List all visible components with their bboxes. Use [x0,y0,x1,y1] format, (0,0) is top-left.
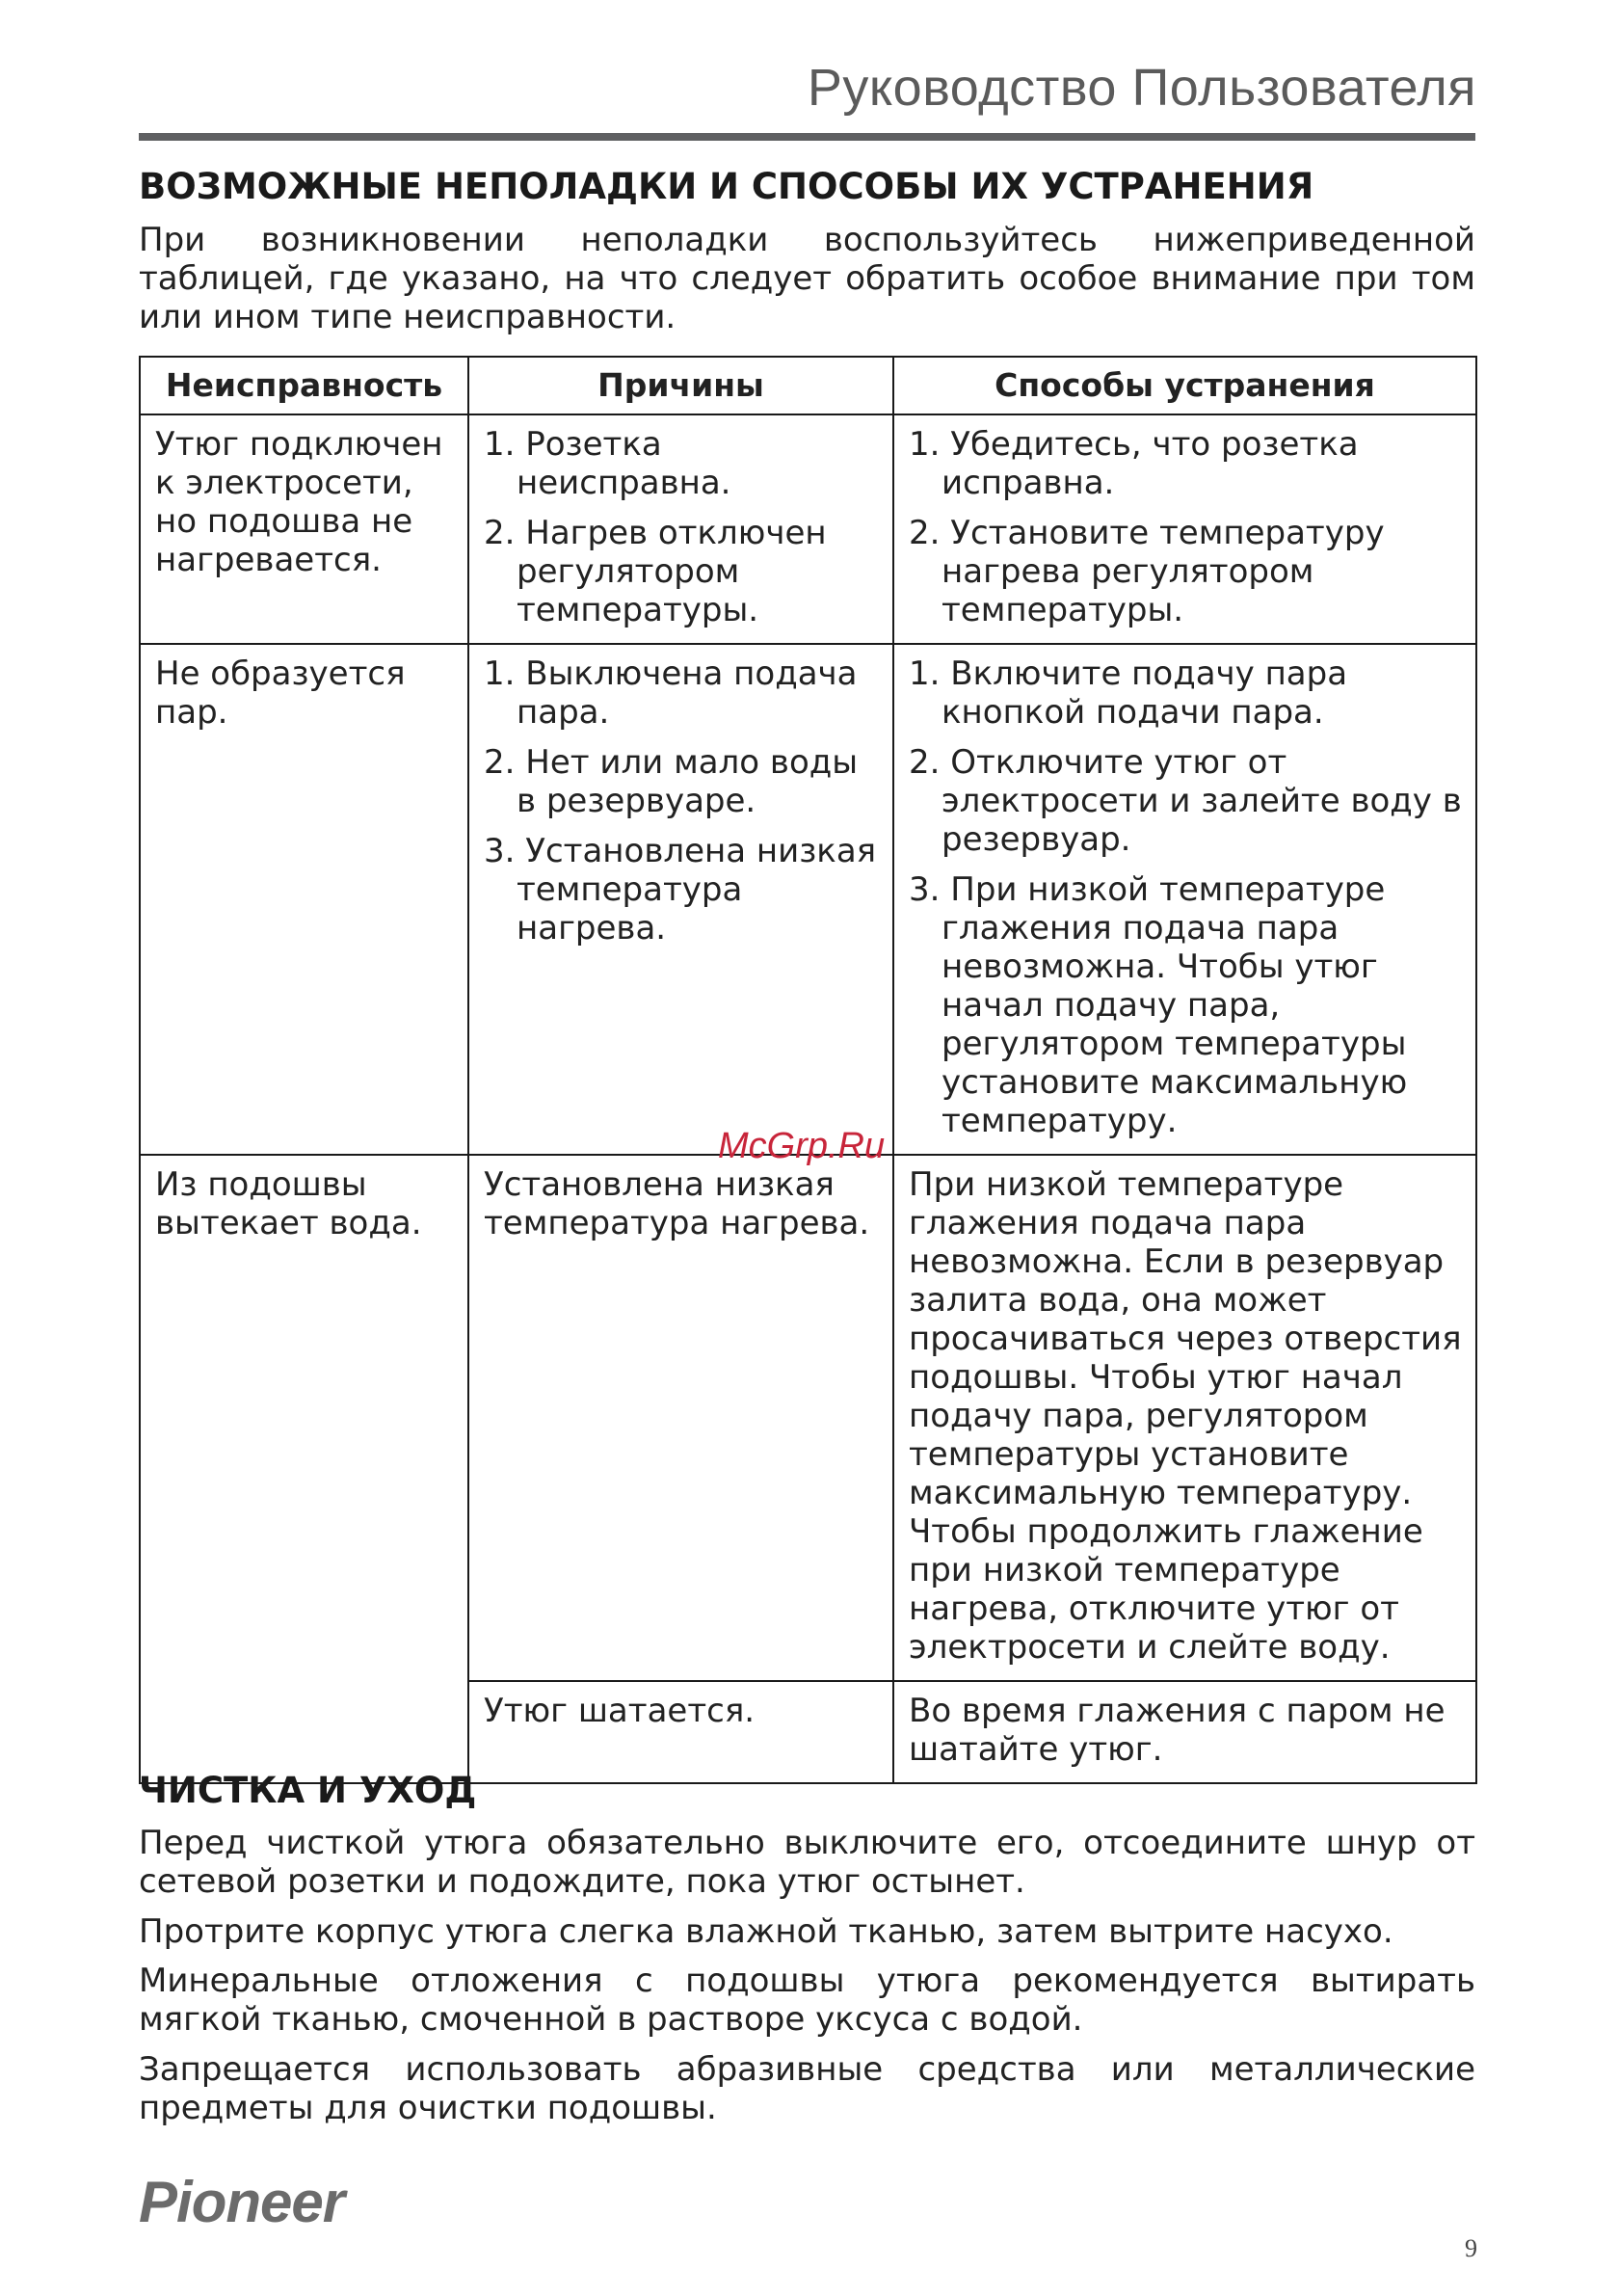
troubleshooting-table [139,356,1477,1784]
fault-cell [140,644,468,1155]
causes-cell [468,1681,893,1783]
solutions-list [909,654,1462,1140]
column-header-fault: Неисправность [140,357,468,414]
list-item: 1. Убедитесь, что розетка исправна. [909,425,1359,502]
list-item: 1. Выключена подача пара. [484,654,858,732]
causes-list [484,425,879,629]
table-row [140,414,1476,644]
cleaning-heading: ЧИСТКА И УХОД [139,1770,477,1811]
list-item: 2. Нагрев отключен регулятором температуры. [484,514,827,629]
fault-text: Из подошвы вытекает вода. [155,1165,422,1242]
solutions-list [909,425,1462,629]
list-item: 2. Нет или мало воды в резервуаре. [484,743,859,820]
cause-text: Установлена низкая температура нагрева. [484,1165,870,1242]
solutions-cell [893,414,1476,644]
cleaning-paragraph: Запрещается использовать абразивные средства или металлические предметы для очистки подошвы. [139,2050,1475,2127]
cause-text: Утюг шатается. [484,1692,756,1730]
troubleshooting-intro: При возникновении неполадки воспользуйтесь нижеприведенной таблицей, где указано, на что следует обратить особое внимание при том или ином типе неисправности. [139,221,1475,336]
causes-cell [468,1155,893,1681]
header-divider [139,133,1475,141]
causes-list [484,654,879,948]
fault-cell [140,414,468,644]
fault-text: Не образуется пар. [155,654,406,732]
table-row [140,644,1476,1155]
cleaning-paragraph: Перед чисткой утюга обязательно выключите его, отсоедините шнур от сетевой розетки и подождите, пока утюг остынет. [139,1824,1475,1901]
list-item: 1. Розетка неисправна. [484,425,731,502]
fault-text: Утюг подключен к электросети, но подошва не нагревается. [155,425,443,579]
page-number: 9 [1465,2234,1477,2262]
solutions-cell [893,1681,1476,1783]
cleaning-paragraph: Минеральные отложения с подошвы утюга рекомендуется вытирать мягкой тканью, смоченной в растворе уксуса с водой. [139,1962,1475,2039]
list-item: 2. Отключите утюг от электросети и залейте воду в резервуар. [909,743,1462,859]
troubleshooting-heading: ВОЗМОЖНЫЕ НЕПОЛАДКИ И СПОСОБЫ ИХ УСТРАНЕНИЯ [139,166,1314,207]
list-item: 3. Установлена низкая температура нагрева. [484,832,877,948]
solution-text: Во время глажения с паром не шатайте утюг. [909,1692,1446,1769]
fault-cell [140,1155,468,1783]
cleaning-paragraph: Протрите корпус утюга слегка влажной тканью, затем вытрите насухо. [139,1912,1393,1951]
list-item: 3. При низкой температуре глажения подача пара невозможна. Чтобы утюг начал подачу пара, регулятором температуры установите максимальную температуру. [909,870,1408,1140]
causes-cell [468,414,893,644]
watermark-text: McGrp.Ru [718,1126,886,1166]
document-header-title: Руководство Пользователя [807,59,1476,117]
causes-cell [468,644,893,1155]
pioneer-logo: Pioneer [139,2170,345,2234]
table-row [140,1155,1476,1681]
list-item: 2. Установите температуру нагрева регулятором температуры. [909,514,1385,629]
column-header-solutions: Способы устранения [893,357,1476,414]
list-item: 1. Включите подачу пара кнопкой подачи пара. [909,654,1348,732]
solution-text: При низкой температуре глажения подача пара невозможна. Если в резервуар залита вода, она может просачиваться через отверстия подошвы. Чтобы утюг начал подачу пара, регулятором температуры установите максимальную температуру. Чтобы продолжить глажение при низкой температуре нагрева, отключите утюг от электросети и слейте воду. [909,1165,1462,1667]
solutions-cell [893,644,1476,1155]
column-header-causes: Причины [468,357,893,414]
table-header-row [140,357,1476,414]
solutions-cell [893,1155,1476,1681]
